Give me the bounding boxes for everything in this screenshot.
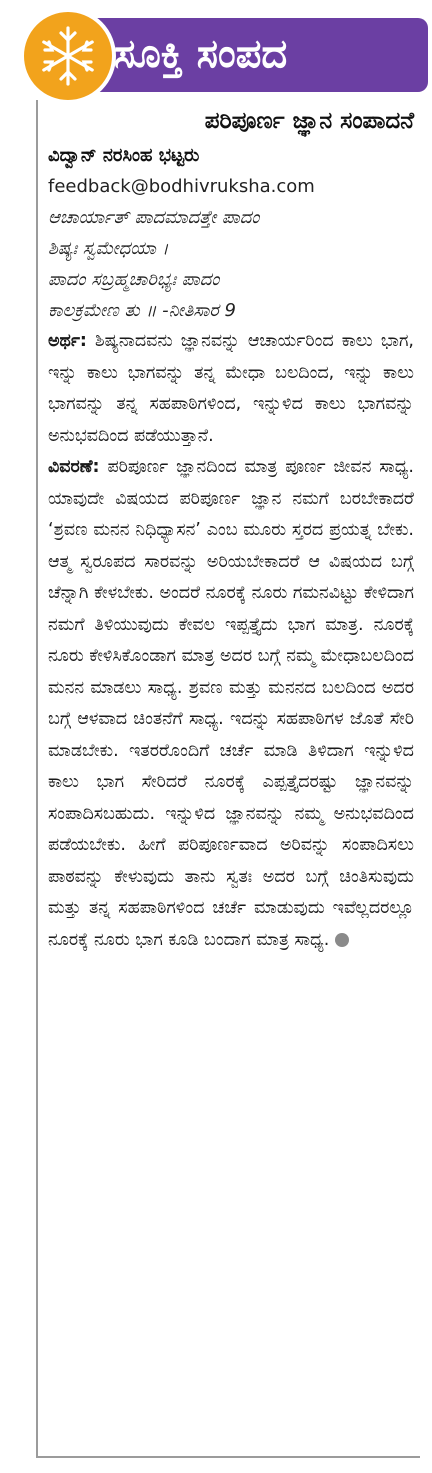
section-title: ಸೂಕ್ತಿ ಸಂಪದ bbox=[114, 31, 288, 77]
end-mark-icon bbox=[335, 933, 349, 947]
explanation-paragraph bbox=[48, 452, 414, 956]
article-body bbox=[48, 102, 414, 956]
verse-line: ಶಿಷ್ಯಃ ಸ್ವಮೇಧಯಾ । bbox=[48, 238, 169, 259]
article-title: ಪರಿಪೂರ್ಣ ಜ್ಞಾನ ಸಂಪಾದನೆ bbox=[204, 108, 414, 134]
bottom-divider bbox=[36, 1456, 420, 1458]
explanation-label: ವಿವರಣೆ: bbox=[48, 457, 100, 477]
feedback-email: feedback@bodhivruksha.com bbox=[48, 176, 315, 197]
verse-block bbox=[48, 202, 414, 326]
verse-line: ಕಾಲಕ್ರಮೇಣ ತು ॥ -ನೀತಿಸಾರ 9 bbox=[48, 300, 237, 321]
author-byline: ವಿದ್ವಾನ್ ನರಸಿಂಹ ಭಟ್ಟರು bbox=[48, 145, 200, 166]
left-divider bbox=[36, 100, 38, 1458]
section-emblem bbox=[20, 8, 116, 104]
meaning-text: ಶಿಷ್ಯನಾದವನು ಜ್ಞಾನವನ್ನು ಆಚಾರ್ಯರಿಂದ ಕಾಲು ಭಾಗ, ಇನ್ನು ಕಾಲು ಭಾಗವನ್ನು ತನ್ನ ಮೇಧಾ ಬಲದಿಂದ, ಇನ್ನು ಕಾಲು ಭಾಗವನ್ನು ತನ್ನ ಸಹಪಾಠಿಗಳಿಂದ, ಇನ್ನುಳಿದ ಕಾಲು ಭಾಗವನ್ನು ಅನುಭವದಿಂದ ಪಡೆಯುತ್ತಾನೆ. bbox=[48, 331, 414, 446]
explanation-text: ಪರಿಪೂರ್ಣ ಜ್ಞಾನದಿಂದ ಮಾತ್ರ ಪೂರ್ಣ ಜೀವನ ಸಾಧ್ಯ. ಯಾವುದೇ ವಿಷಯದ ಪರಿಪೂರ್ಣ ಜ್ಞಾನ ನಮಗೆ ಬರಬೇಕಾದರೆ ‘ಶ್ರವಣ ಮನನ ನಿಧಿಧ್ಯಾಸನ’ ಎಂಬ ಮೂರು ಸ್ತರದ ಪ್ರಯತ್ನ ಬೇಕು. ಆತ್ಮ ಸ್ವರೂಪದ ಸಾರವನ್ನು ಅರಿಯಬೇಕಾದರೆ ಆ ವಿಷಯದ ಬಗ್ಗೆ ಚೆನ್ನಾಗಿ ಕೇಳಬೇಕು. ಅಂದರೆ ನೂರಕ್ಕೆ ನೂರು ಗಮನವಿಟ್ಟು ಕೇಳಿದಾಗ ನಮಗೆ ತಿಳಿಯುವುದು ಕೇವಲ ಇಪ್ಪತ್ತೈದು ಭಾಗ ಮಾತ್ರ. ನೂರಕ್ಕೆ ನೂರು ಕೇಳಿಸಿಕೊಂಡಾಗ ಮಾತ್ರ ಅದರ ಬಗ್ಗೆ ನಮ್ಮ ಮೇಧಾಬಲದಿಂದ ಮನನ ಮಾಡಲು ಸಾಧ್ಯ. ಶ್ರವಣ ಮತ್ತು ಮನನದ ಬಲದಿಂದ ಅದರ ಬಗ್ಗೆ ಆಳವಾದ ಚಿಂತನೆಗೆ ಸಾಧ್ಯ. ಇದನ್ನು ಸಹಪಾಠಿಗಳ ಜೊತೆ ಸೇರಿ ಮಾಡಬೇಕು. ಇತರರೊಂದಿಗೆ ಚರ್ಚೆ ಮಾಡಿ ತಿಳಿದಾಗ ಇನ್ನುಳಿದ ಕಾಲು ಭಾಗ ಸೇರಿದರೆ ನೂರಕ್ಕೆ ಎಪ್ಪತ್ತೈದರಷ್ಟು ಜ್ಞಾನವನ್ನು ಸಂಪಾದಿಸಬಹುದು. ಇನ್ನುಳಿದ ಜ್ಞಾನವನ್ನು ನಮ್ಮ ಅನುಭವದಿಂದ ಪಡೆಯಬೇಕು. ಹೀಗೆ ಪರಿಪೂರ್ಣವಾದ ಅರಿವನ್ನು ಸಂಪಾದಿಸಲು ಪಾಠವನ್ನು ಕೇಳುವುದು ತಾನು ಸ್ವತಃ ಅದರ ಬಗ್ಗೆ ಚಿಂತಿಸುವುದು ಮತ್ತು ತನ್ನ ಸಹಪಾಠಿಗಳಿಂದ ಚರ್ಚೆ ಮಾಡುವುದು ಇವೆಲ್ಲದರಲ್ಲೂ ನೂರಕ್ಕೆ ನೂರು ಭಾಗ ಕೂಡಿ ಬಂದಾಗ ಮಾತ್ರ ಸಾಧ್ಯ. bbox=[48, 457, 414, 950]
verse-line: ಪಾದಂ ಸಬ್ರಹ್ಮಚಾರಿಭ್ಯಃ ಪಾದಂ bbox=[48, 269, 220, 290]
verse-line: ಆಚಾರ್ಯಾತ್ ಪಾದಮಾದತ್ತೇ ಪಾದಂ bbox=[48, 207, 260, 228]
meaning-label: ಅರ್ಥ: bbox=[48, 331, 87, 351]
meaning-paragraph bbox=[48, 326, 414, 452]
snowflake-icon bbox=[36, 24, 100, 88]
